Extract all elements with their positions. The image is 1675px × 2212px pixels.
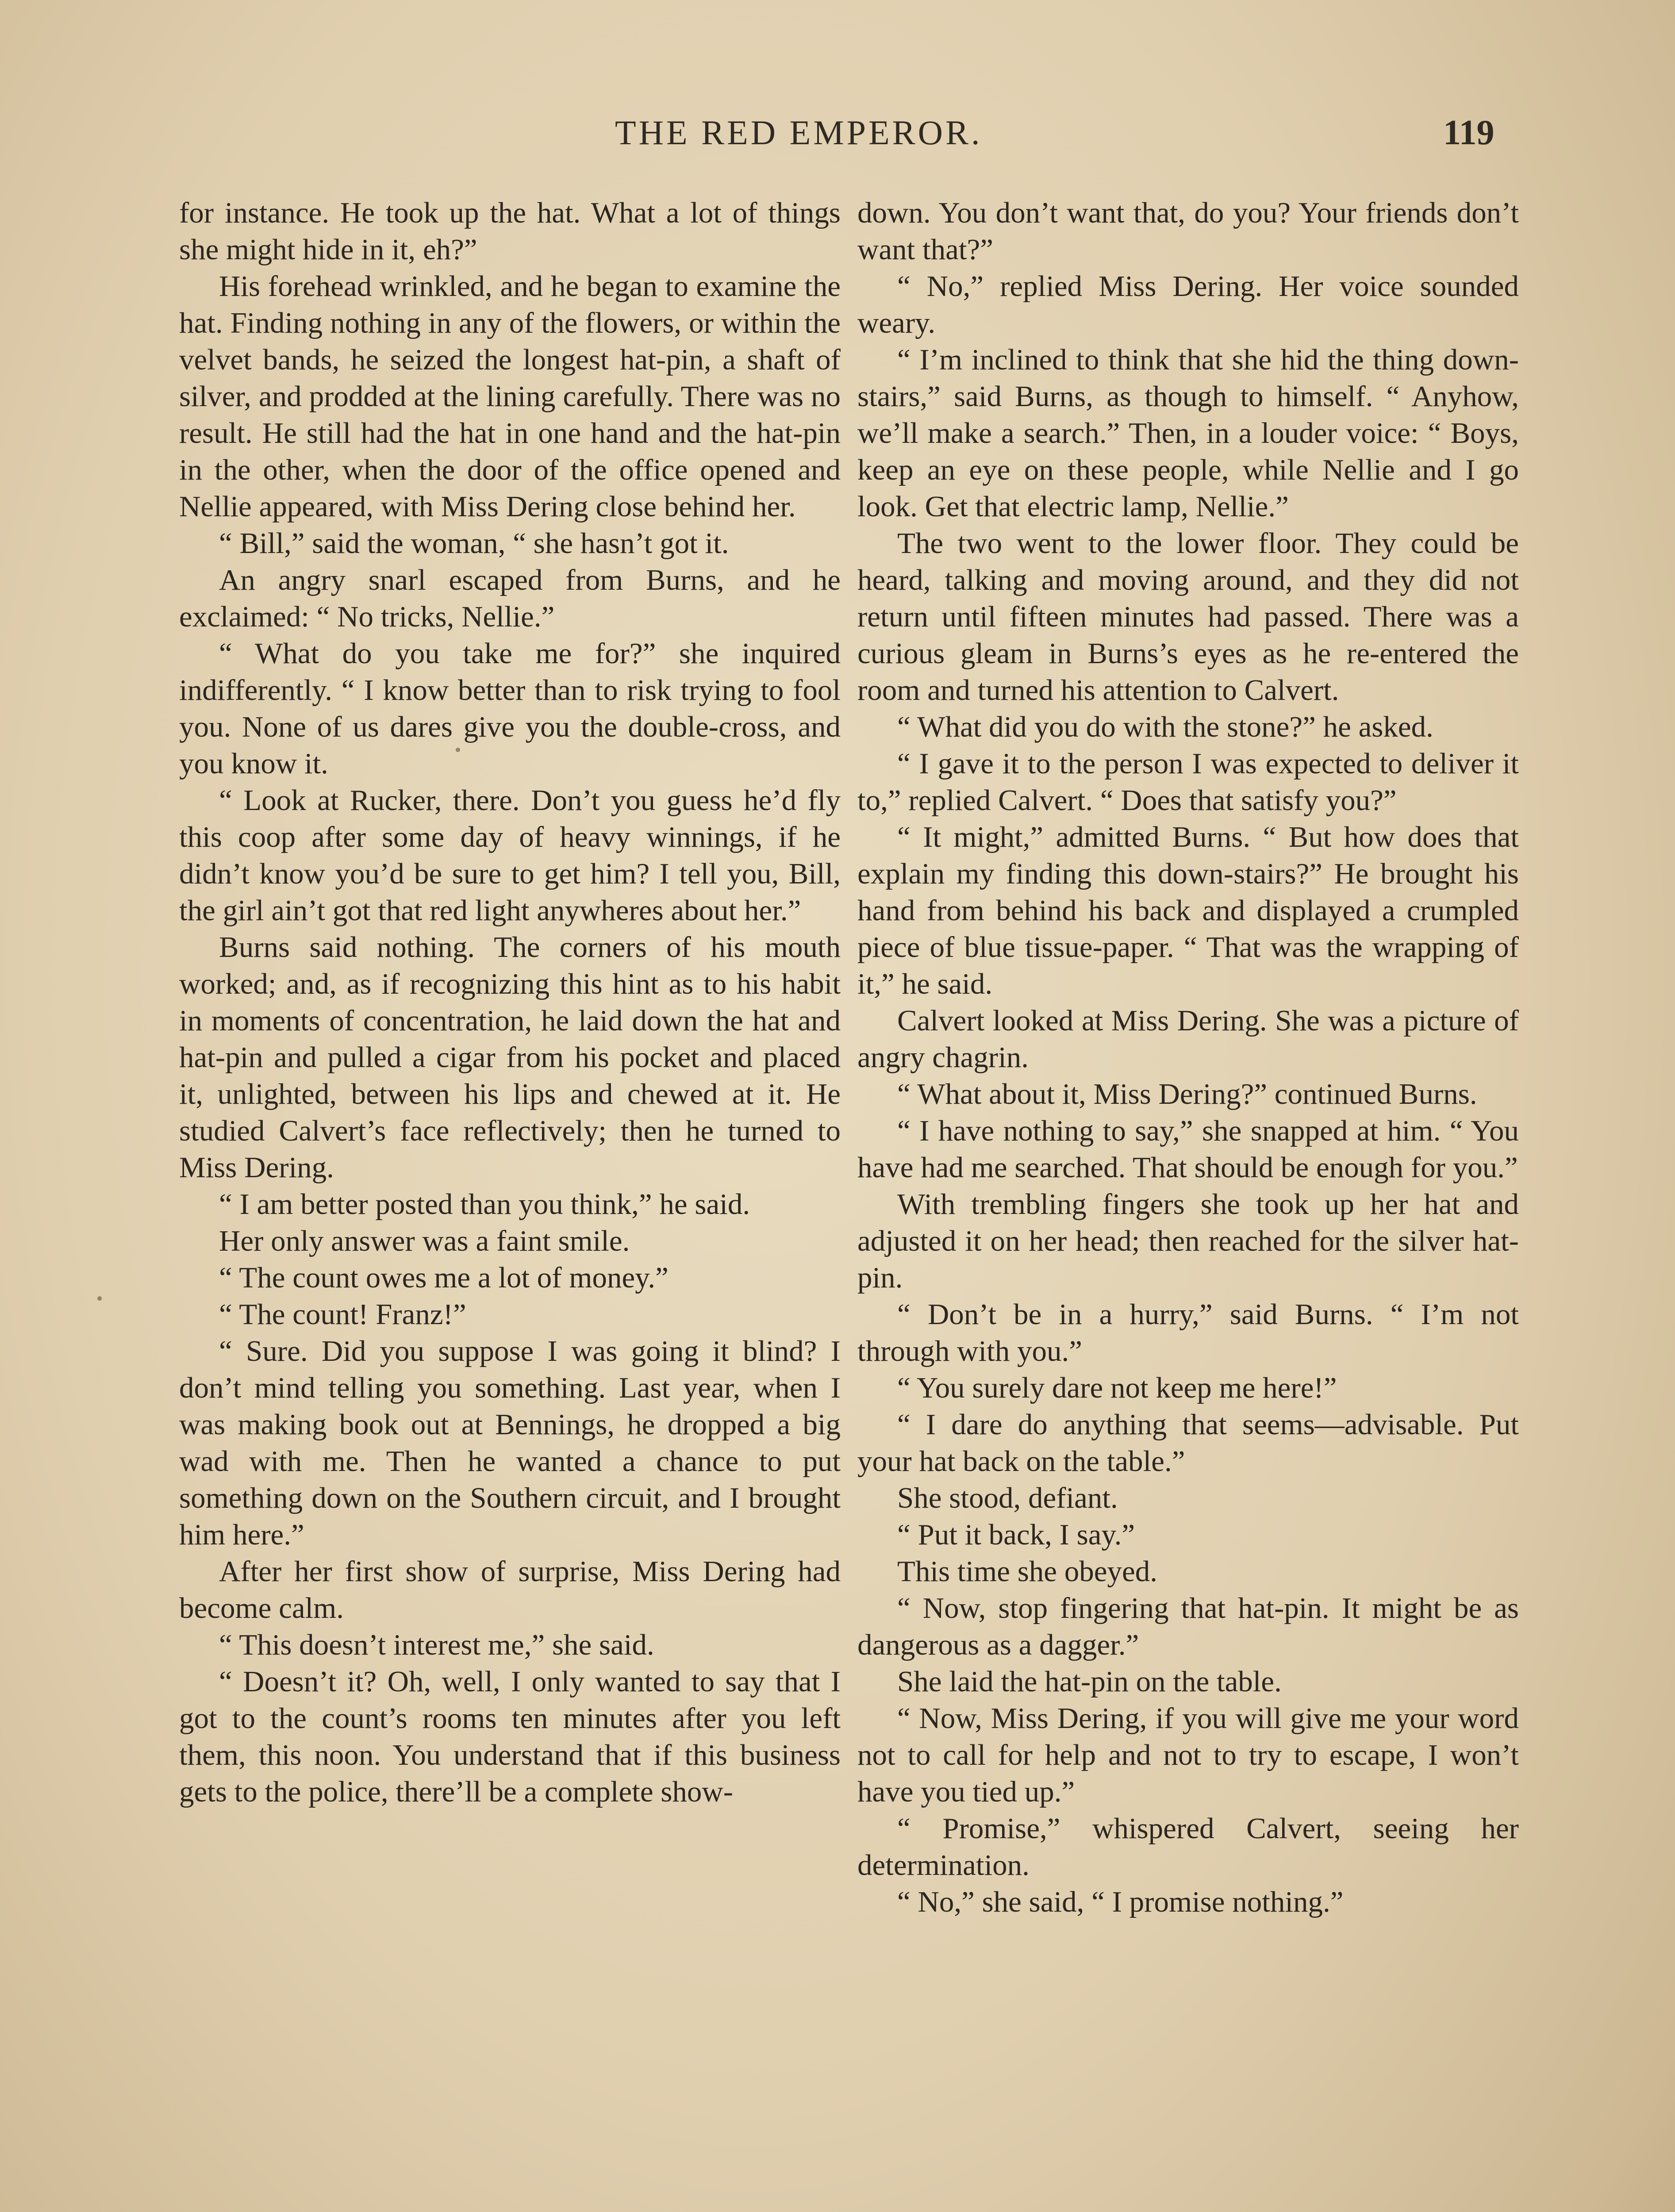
- paragraph: She stood, defiant.: [897, 1482, 1118, 1514]
- paragraph: “ You surely dare not keep me here!”: [897, 1371, 1337, 1404]
- paragraph: “ What did you do with the stone?” he asked.: [897, 710, 1433, 743]
- page-header: [0, 113, 1675, 161]
- paragraph: “ No,” replied Miss Dering. Her voice sounded weary.: [857, 270, 1519, 339]
- paragraph: “ Put it back, I say.”: [897, 1518, 1135, 1551]
- right-column: [857, 195, 1519, 2212]
- paragraph: This time she obeyed.: [897, 1555, 1157, 1588]
- paragraph: “ Now, Miss Dering, if you will give me your word not to call for help and not to try to escape, I won’t have you tied up.”: [857, 1702, 1519, 1808]
- paragraph: “ The count! Franz!”: [219, 1298, 466, 1331]
- paragraph: “ Now, stop fingering that hat-pin. It might be as dangerous as a dagger.”: [857, 1592, 1519, 1661]
- paragraph: “ I am better posted than you think,” he said.: [219, 1188, 750, 1221]
- page-number: 119: [1443, 113, 1494, 152]
- paragraph: “ Bill,” said the woman, “ she hasn’t got it.: [219, 527, 729, 560]
- paragraph: Calvert looked at Miss Dering. She was a picture of angry chagrin.: [857, 1004, 1519, 1074]
- paragraph: “ Sure. Did you suppose I was going it blind? I don’t mind telling you something. Last year, when I was making book out at Bennings, he dropped a big wad with me. Then he wanted a chance to put something down on the Southern circuit, and I brought him here.”: [179, 1335, 841, 1551]
- paragraph: “ What about it, Miss Dering?” continued Burns.: [897, 1078, 1477, 1110]
- paragraph: “ This doesn’t interest me,” she said.: [219, 1628, 654, 1661]
- paragraph: She laid the hat-pin on the table.: [897, 1665, 1282, 1698]
- left-column: [179, 195, 841, 2212]
- paragraph: “ I gave it to the person I was expected to deliver it to,” replied Calvert. “ Does that satisfy you?”: [857, 747, 1519, 817]
- paragraph: “ No,” she said, “ I promise nothing.”: [897, 1886, 1344, 1918]
- paragraph: “ Don’t be in a hurry,” said Burns. “ I’m not through with you.”: [857, 1298, 1519, 1367]
- paragraph: The two went to the lower floor. They could be heard, talking and moving around, and they did not return until fifteen minutes had passed. There was a curious gleam in Burns’s eyes as he re-entered the room and turned his attention to Calvert.: [857, 527, 1519, 707]
- paragraph: “ Promise,” whispered Calvert, seeing her determination.: [857, 1812, 1519, 1882]
- paragraph: After her first show of surprise, Miss Dering had become calm.: [179, 1555, 841, 1624]
- paragraph: “ I have nothing to say,” she snapped at him. “ You have had me searched. That should be enough for you.”: [857, 1114, 1519, 1184]
- running-head: THE RED EMPEROR.: [615, 113, 983, 152]
- paragraph: “ Look at Rucker, there. Don’t you guess he’d fly this coop after some day of heavy winnings, if he didn’t know you’d be sure to get him? I tell you, Bill, the girl ain’t got that red light anywheres about her.”: [179, 784, 841, 927]
- paragraph: Her only answer was a faint smile.: [219, 1225, 630, 1257]
- paragraph: “ I dare do anything that seems—advisable. Put your hat back on the table.”: [857, 1408, 1519, 1478]
- paragraph: “ It might,” admitted Burns. “ But how does that explain my finding this down-stairs?” He brought his hand from behind his back and displayed a crumpled piece of blue tissue-paper. “ That was the wrapping of it,” he said.: [857, 821, 1519, 1000]
- paragraph: for instance. He took up the hat. What a lot of things she might hide in it, eh?”: [179, 196, 841, 266]
- paragraph: “ What do you take me for?” she inquired indifferently. “ I know better than to risk trying to fool you. None of us dares give you the double-cross, and you know it.: [179, 637, 841, 780]
- paragraph: An angry snarl escaped from Burns, and he exclaimed: “ No tricks, Nellie.”: [179, 564, 841, 633]
- paper-speck: [456, 748, 460, 752]
- paragraph: “ Doesn’t it? Oh, well, I only wanted to say that I got to the count’s rooms ten minutes after you left them, this noon. You understand that if this business gets to the police, there’ll be a complete show-: [179, 1665, 841, 1808]
- paragraph: Burns said nothing. The corners of his mouth worked; and, as if recognizing this hint as to his habit in moments of concentration, he laid down the hat and hat-pin and pulled a cigar from his pocket and placed it, unlighted, between his lips and chewed at it. He studied Calvert’s face reflectively; then he turned to Miss Dering.: [179, 931, 841, 1184]
- paper-speck: [97, 1296, 102, 1301]
- paragraph: down. You don’t want that, do you? Your friends don’t want that?”: [857, 196, 1519, 266]
- paragraph: With trembling fingers she took up her hat and adjusted it on her head; then reached for the silver hat-pin.: [857, 1188, 1519, 1294]
- paragraph: “ I’m inclined to think that she hid the thing down-stairs,” said Burns, as though to himself. “ Anyhow, we’ll make a search.” Then, in a louder voice: “ Boys, keep an eye on these people, while Nellie and I go look. Get that electric lamp, Nellie.”: [857, 343, 1519, 523]
- paragraph: “ The count owes me a lot of money.”: [219, 1261, 668, 1294]
- paragraph: His forehead wrinkled, and he began to examine the hat. Finding nothing in any of the flowers, or within the velvet bands, he seized the longest hat-pin, a shaft of silver, and prodded at the lining carefully. There was no result. He still had the hat in one hand and the hat-pin in the other, when the door of the office opened and Nellie appeared, with Miss Dering close behind her.: [179, 270, 841, 523]
